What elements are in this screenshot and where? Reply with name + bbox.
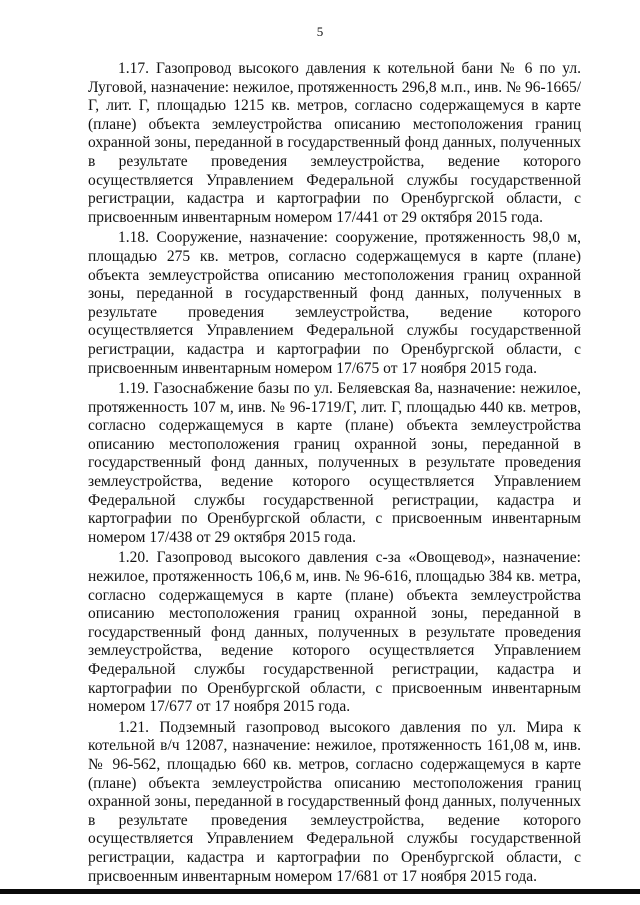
paragraph-1-21: 1.21. Подземный газопровод высокого давления по ул. Мира к котельной в/ч 12087, назначение: нежилое, протяженность 161,08 м, инв. № 96-562, площадью 660 кв. метров, согласно содержащемуся в карте (плане) объекта землеустройства описанию местоположения границ охранной зоны, переданной в государственный фонд данных, полученных в результате проведения землеустройства, ведение которого осуществляется Управлением Федеральной службы государственной регистрации, кадастра и картографии по Оренбургской области, с присвоенным инвентарным номером 17/681 от 17 ноября 2015 года. xyxy=(88,718,581,885)
paragraph-1-17: 1.17. Газопровод высокого давления к котельной бани № 6 по ул. Луговой, назначение: нежилое, протяженность 296,8 м.п., инв. № 96-1665/Г, лит. Г, площадью 1215 кв. метров, согласно содержащемуся в карте (плане) объекта землеустройства описанию местоположения границ охранной зоны, переданной в государственный фонд данных, полученных в результате проведения землеустройства, ведение которого осуществляется Управлением Федеральной службы государственной регистрации, кадастра и картографии по Оренбургской области, с присвоенным инвентарным номером 17/441 от 29 октября 2015 года. xyxy=(88,60,581,226)
paragraph-1-19: 1.19. Газоснабжение базы по ул. Беляевская 8а, назначение: нежилое, протяженность 107 м, инв. № 96-1719/Г, лит. Г, площадью 440 кв. метров, согласно содержащемуся в карте (плане) объекта землеустройства описанию местоположения границ охранной зоны, переданной в государственный фонд данных, полученных в результате проведения землеустройства, ведение которого осуществляется Управлением Федеральной службы государственной регистрации, кадастра и картографии по Оренбургской области, с присвоенным инвентарным номером 17/438 от 29 октября 2015 года. xyxy=(88,380,581,546)
page-number: 5 xyxy=(316,24,324,39)
bottom-scan-edge xyxy=(0,889,640,894)
document-body xyxy=(88,60,581,888)
paragraph-1-18: 1.18. Сооружение, назначение: сооружение, протяженность 98,0 м, площадью 275 кв. метров, согласно содержащемуся в карте (плане) объекта землеустройства описанию местоположения границ охранной зоны, переданной в государственный фонд данных, полученных в результате проведения землеустройства, ведение которого осуществляется Управлением Федеральной службы государственной регистрации, кадастра и картографии по Оренбургской области, с присвоенным инвентарным номером 17/675 от 17 ноября 2015 года. xyxy=(88,229,581,377)
paragraph-1-20: 1.20. Газопровод высокого давления с-за «Овощевод», назначение: нежилое, протяженность 106,6 м, инв. № 96-616, площадью 384 кв. метра, согласно содержащемуся в карте (плане) объекта землеустройства описанию местоположения границ охранной зоны, переданной в государственный фонд данных, полученных в результате проведения землеустройства, ведение которого осуществляется Управлением Федеральной службы государственной регистрации, кадастра и картографии по Оренбургской области, с присвоенным инвентарным номером 17/677 от 17 ноября 2015 года. xyxy=(88,549,581,716)
